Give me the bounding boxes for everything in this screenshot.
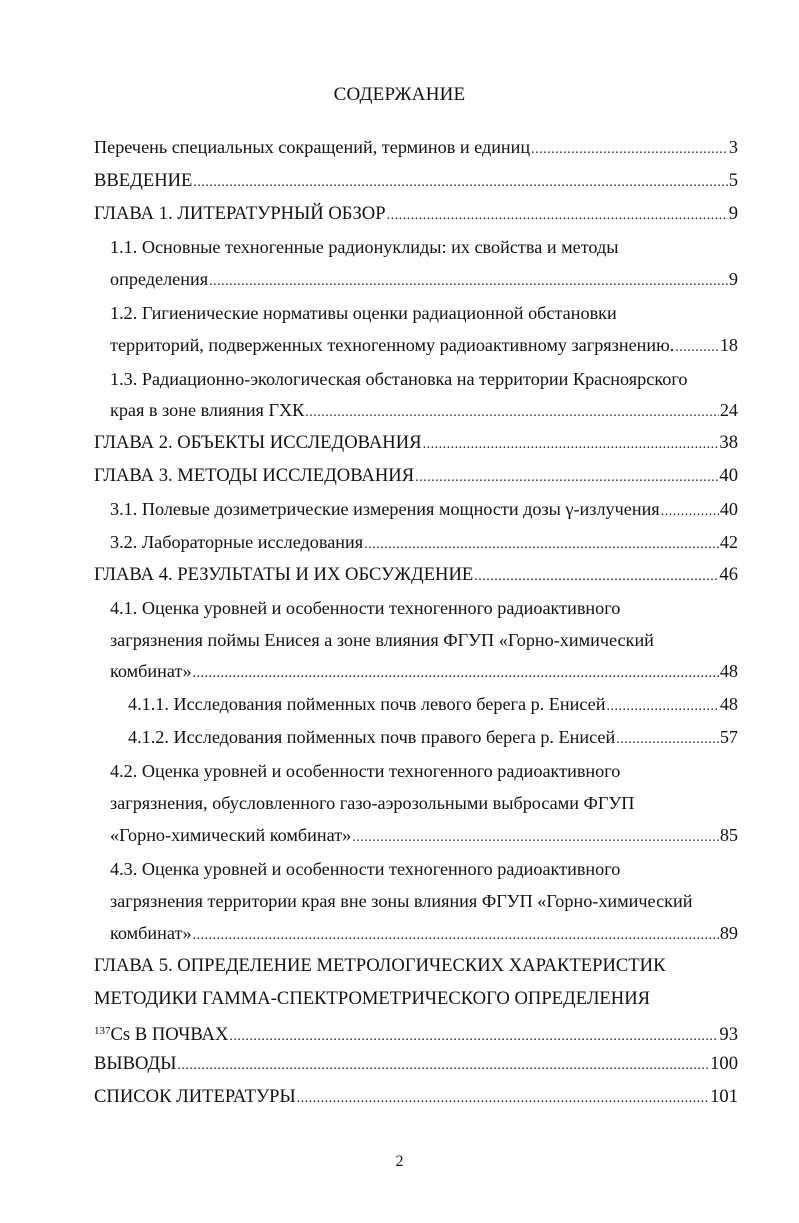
toc-dot-leader bbox=[193, 925, 719, 947]
toc-dot-leader bbox=[675, 337, 719, 359]
toc-entry-text-line1: 4.1. Оценка уровней и особенности техногенного радиоактивного bbox=[110, 598, 621, 618]
toc-entry-text: Перечень специальных сокращений, терминов и единиц bbox=[94, 137, 531, 157]
toc-entry bbox=[94, 564, 738, 588]
toc-entry-text-line1: 1.3. Радиационно-экологическая обстановка на территории Красноярского bbox=[110, 369, 688, 389]
toc-entry-text: определения bbox=[110, 269, 209, 289]
toc-dot-leader bbox=[209, 271, 728, 293]
toc-entry bbox=[110, 268, 738, 293]
toc-entry bbox=[128, 693, 738, 718]
toc-page-number: 48 bbox=[719, 661, 738, 681]
toc-entry bbox=[110, 399, 738, 424]
toc-page-number: 46 bbox=[719, 564, 738, 585]
toc-entry bbox=[110, 498, 738, 523]
toc-page-number: 38 bbox=[719, 432, 738, 453]
toc-page-number: 85 bbox=[719, 825, 738, 845]
toc-entry bbox=[110, 660, 738, 685]
toc-dot-leader bbox=[606, 696, 718, 718]
toc-entry-text-line2: загрязнения поймы Енисея а зоне влияния ФГУП «Горно-химический bbox=[110, 630, 654, 650]
toc-entry-text: комбинат» bbox=[110, 923, 192, 943]
toc-entry-text bbox=[94, 1020, 228, 1046]
toc-entry bbox=[94, 432, 738, 456]
toc-entry bbox=[128, 726, 738, 751]
toc-entry-text: комбинат» bbox=[110, 661, 192, 681]
toc-entry-text-line1: 1.2. Гигиенические нормативы оценки радиационной обстановки bbox=[110, 303, 617, 323]
toc-entry-text-line2: загрязнения, обусловленного газо-аэрозольными выбросами ФГУП bbox=[110, 793, 635, 813]
page-number: 2 bbox=[395, 1153, 404, 1170]
toc-entry-text: края в зоне влияния ГХК bbox=[110, 400, 305, 420]
toc-page-number: 40 bbox=[719, 465, 738, 486]
page-title: СОДЕРЖАНИЕ bbox=[333, 84, 466, 105]
toc-entry bbox=[94, 1086, 738, 1110]
toc-dot-leader bbox=[229, 1026, 718, 1048]
toc-entry-text: «Горно-химический комбинат» bbox=[110, 825, 352, 845]
toc-page-number: 9 bbox=[728, 203, 738, 224]
toc-page-number: 89 bbox=[719, 923, 738, 943]
toc-entry-text: 4.1.2. Исследования пойменных почв правого берега р. Енисей bbox=[128, 727, 616, 747]
toc-entry-text: ГЛАВА 1. ЛИТЕРАТУРНЫЙ ОБЗОР bbox=[94, 203, 386, 224]
toc-dot-leader bbox=[193, 663, 719, 685]
toc-dot-leader bbox=[661, 501, 719, 523]
toc-entry bbox=[110, 531, 738, 556]
toc-entry bbox=[94, 203, 738, 227]
toc-entry-text-tail: Cs В ПОЧВАХ bbox=[110, 1024, 229, 1045]
toc-entry bbox=[94, 1053, 738, 1077]
toc-page-number: 24 bbox=[719, 400, 738, 420]
toc-page-number: 57 bbox=[719, 727, 738, 747]
toc-entry-text: ГЛАВА 4. РЕЗУЛЬТАТЫ И ИХ ОБСУЖДЕНИЕ bbox=[94, 564, 474, 585]
toc-dot-leader bbox=[387, 205, 728, 227]
toc-page-number: 42 bbox=[719, 532, 738, 552]
toc-entry bbox=[94, 1020, 738, 1048]
toc-entry-text: ВВЕДЕНИЕ bbox=[94, 170, 193, 191]
toc-entry-text: 3.1. Полевые дозиметрические измерения мощности дозы γ-излучения bbox=[110, 499, 660, 519]
toc-entry-text: территорий, подверженных техногенному радиоактивному загрязнению. bbox=[110, 335, 675, 355]
toc-entry bbox=[110, 922, 738, 947]
toc-page-number: 100 bbox=[710, 1053, 738, 1074]
toc-page-number: 48 bbox=[719, 694, 738, 714]
toc-dot-leader bbox=[177, 1055, 709, 1077]
toc-entry bbox=[110, 824, 738, 849]
toc-page-number: 9 bbox=[728, 269, 738, 289]
toc-dot-leader bbox=[352, 827, 719, 849]
toc-dot-leader bbox=[364, 534, 719, 556]
toc-entry-text-line1: 1.1. Основные техногенные радионуклиды: их свойства и методы bbox=[110, 237, 619, 257]
toc-dot-leader bbox=[423, 434, 719, 456]
toc-entry-text-line2: МЕТОДИКИ ГАММА-СПЕКТРОМЕТРИЧЕСКОГО ОПРЕДЕЛЕНИЯ bbox=[94, 988, 651, 1009]
toc-entry-text-line1: ГЛАВА 5. ОПРЕДЕЛЕНИЕ МЕТРОЛОГИЧЕСКИХ ХАРАКТЕРИСТИК bbox=[94, 955, 666, 976]
toc-page-number: 101 bbox=[710, 1086, 738, 1107]
toc-entry-text: 4.1.1. Исследования пойменных почв левого берега р. Енисей bbox=[128, 694, 606, 714]
toc-page-number: 3 bbox=[728, 137, 738, 157]
toc-dot-leader bbox=[531, 139, 728, 161]
toc-entry bbox=[110, 334, 738, 359]
toc-dot-leader bbox=[297, 1088, 709, 1110]
toc-dot-leader bbox=[305, 402, 719, 424]
toc-dot-leader bbox=[616, 729, 719, 751]
isotope-superscript: 137 bbox=[94, 1025, 111, 1037]
toc-entry-text: ГЛАВА 2. ОБЪЕКТЫ ИССЛЕДОВАНИЯ bbox=[94, 432, 422, 453]
toc-page-number: 18 bbox=[719, 335, 738, 355]
toc-entry-text-line1: 4.3. Оценка уровней и особенности техногенного радиоактивного bbox=[110, 859, 621, 879]
toc-entry-text: 3.2. Лабораторные исследования bbox=[110, 532, 364, 552]
toc-dot-leader bbox=[474, 566, 718, 588]
toc-dot-leader bbox=[193, 172, 727, 194]
toc-page-number: 93 bbox=[719, 1024, 738, 1045]
toc-entry-text: ВЫВОДЫ bbox=[94, 1053, 177, 1074]
toc-entry bbox=[94, 136, 738, 161]
toc-page-number: 5 bbox=[728, 170, 738, 191]
toc-dot-leader bbox=[415, 467, 718, 489]
toc-entry-text-line2: загрязнения территории края вне зоны влияния ФГУП «Горно-химический bbox=[110, 891, 693, 911]
toc-entry-text-line1: 4.2. Оценка уровней и особенности техногенного радиоактивного bbox=[110, 761, 621, 781]
toc-entry-text: СПИСОК ЛИТЕРАТУРЫ bbox=[94, 1086, 296, 1107]
toc-entry-text: ГЛАВА 3. МЕТОДЫ ИССЛЕДОВАНИЯ bbox=[94, 465, 415, 486]
toc-entry bbox=[94, 465, 738, 489]
toc-page-number: 40 bbox=[719, 499, 738, 519]
toc-entry bbox=[94, 170, 738, 194]
